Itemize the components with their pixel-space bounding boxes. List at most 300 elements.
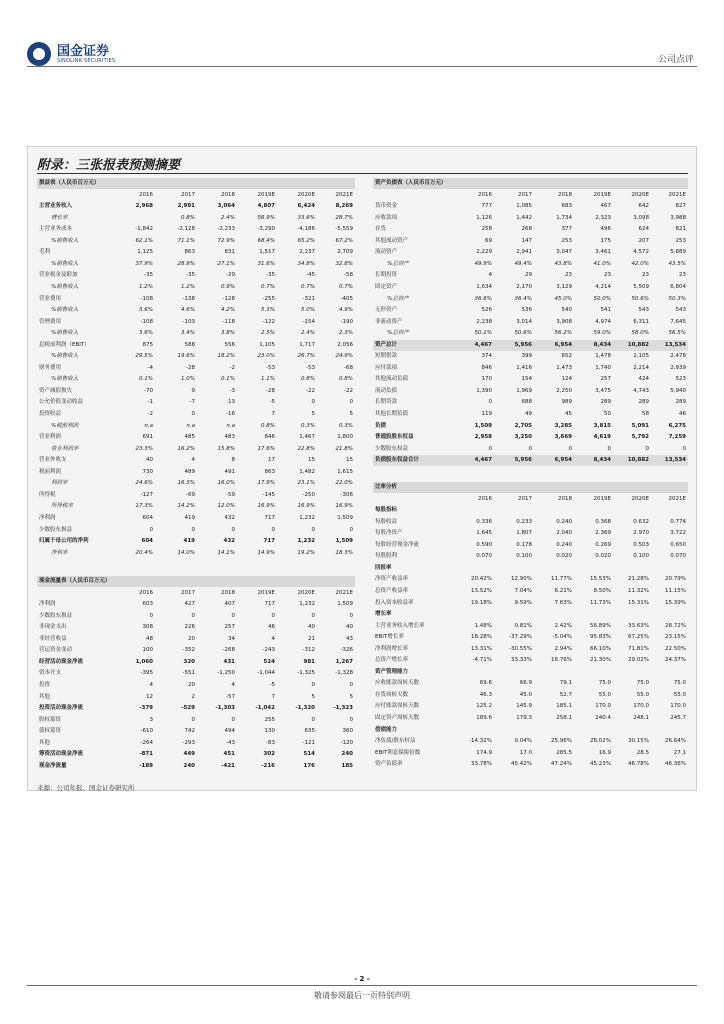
cell-value: 16.9% — [297, 503, 315, 510]
cell-value: 374 — [481, 353, 492, 360]
cell-value: 2.3% — [339, 330, 353, 337]
cell-value: 55.0 — [673, 691, 686, 698]
cell-value: 8,269 — [335, 203, 353, 210]
cell-value: 688 — [521, 399, 532, 406]
cell-value: 33.33% — [511, 657, 532, 664]
cell-value: 981 — [303, 658, 315, 665]
cell-value: 320 — [183, 658, 195, 665]
cell-value: 0.7% — [301, 283, 315, 290]
cell-value: 302 — [263, 751, 275, 758]
cell-value: 147 — [521, 237, 532, 244]
cell-value: 494 — [224, 728, 235, 735]
cell-value: 2,214 — [633, 364, 649, 371]
table-row — [373, 667, 688, 678]
table-row — [373, 455, 688, 466]
table-row — [37, 680, 355, 691]
cell-value: 23 — [565, 272, 572, 279]
cell-value: 11.32% — [628, 587, 649, 594]
cell-value: 0 — [645, 445, 649, 452]
cell-value: 3.4% — [181, 330, 195, 337]
cell-value: 14.1% — [217, 549, 235, 556]
table-row — [373, 621, 688, 632]
cell-value: -53 — [266, 364, 275, 371]
cell-value: 5 — [349, 693, 353, 700]
cell-value: 543 — [638, 307, 649, 314]
cell-value: 1,467 — [299, 434, 315, 441]
cell-value: 33.63% — [628, 622, 649, 629]
row-label: 其他 — [39, 693, 51, 700]
cell-value: 20 — [188, 681, 195, 688]
cell-value: 3,250 — [514, 434, 532, 441]
cell-value: 624 — [638, 226, 649, 233]
table-row — [37, 715, 355, 726]
cell-value: 50.6% — [631, 295, 649, 302]
cell-value: 1,105 — [259, 341, 275, 348]
cell-value: 3,461 — [595, 249, 611, 256]
cell-value: 3,047 — [556, 249, 572, 256]
table-row — [373, 236, 688, 247]
table-header — [37, 576, 355, 587]
cell-value: 1,416 — [516, 364, 532, 371]
cell-value: -1,325 — [297, 670, 315, 677]
footer-divider — [27, 985, 697, 986]
row-label: 资产负债率 — [375, 761, 403, 768]
cell-value: 0 — [349, 526, 353, 533]
year-label: 2020E — [631, 495, 649, 502]
row-label: 货币资金 — [375, 203, 398, 210]
cell-value: 207 — [638, 237, 649, 244]
cell-value: 0 — [311, 399, 315, 406]
cell-value: -2,128 — [177, 226, 195, 233]
cell-value: 3.6% — [139, 330, 153, 337]
cell-value: 691 — [142, 434, 153, 441]
cell-value: 1.645 — [476, 530, 492, 537]
row-label: 应付账款周转天数 — [375, 703, 420, 710]
cell-value: 1,482 — [299, 468, 315, 475]
cell-value: 21 — [308, 635, 315, 642]
cell-value: 59.0% — [593, 330, 611, 337]
row-label: 净利润 — [39, 601, 56, 608]
cell-value: 0.336 — [476, 518, 492, 525]
cell-value: 55.0 — [636, 691, 649, 698]
cell-value: 170.0 — [670, 703, 686, 710]
cell-value: -871 — [139, 751, 153, 758]
cell-value: 2,238 — [476, 318, 492, 325]
cell-value: 7.63% — [554, 599, 572, 606]
cell-value: 1,800 — [337, 434, 353, 441]
cell-value: 0 — [311, 681, 315, 688]
table-row — [37, 738, 355, 749]
cell-value: 3,129 — [556, 283, 572, 290]
cell-value: 0 — [149, 526, 153, 533]
cell-value: 5 — [311, 411, 315, 417]
cell-value: 50 — [604, 411, 611, 417]
table-row — [373, 574, 688, 585]
cell-value: 179.3 — [516, 715, 532, 721]
row-label: 公允价值变动收益 — [39, 399, 84, 406]
cell-value: 4.9% — [339, 307, 353, 314]
cell-value: 4 — [271, 635, 275, 642]
row-label: 偿债能力 — [375, 726, 398, 733]
cell-value: 5 — [311, 693, 315, 700]
cell-value: 3.8% — [221, 330, 235, 337]
cell-value: 23 — [679, 272, 686, 279]
cell-value: 1.807 — [516, 530, 532, 537]
table-row — [373, 609, 688, 620]
cell-value: 635 — [304, 728, 315, 735]
cell-value: 23.15% — [665, 634, 686, 641]
cell-value: 24.37% — [665, 657, 686, 664]
year-label: 2020E — [297, 191, 315, 198]
cell-value: 8,434 — [593, 341, 611, 348]
cell-value: 5.0% — [301, 307, 315, 314]
cell-value: -16 — [226, 411, 235, 417]
cell-value: -5 — [269, 681, 275, 688]
table-row — [37, 328, 355, 339]
cell-value: 47.24% — [551, 761, 572, 768]
cell-value: 485 — [184, 434, 195, 441]
cell-value: 2,478 — [670, 353, 686, 360]
table-row — [373, 505, 688, 516]
cell-value: 2,941 — [516, 249, 532, 256]
cell-value: 9 — [191, 387, 195, 394]
cell-value: 16.9% — [257, 503, 275, 510]
cell-value: -69 — [186, 491, 195, 498]
cell-value: 36.6% — [474, 295, 492, 302]
cell-value: 8 — [231, 457, 235, 464]
cell-value: 2.42% — [554, 622, 572, 629]
cell-value: 14.9% — [257, 549, 275, 556]
cell-value: 2,237 — [299, 249, 315, 256]
row-label: 主营业务成本 — [39, 226, 73, 233]
cell-value: -2,233 — [217, 226, 235, 233]
cell-value: 846 — [264, 434, 275, 441]
cell-value: 467 — [600, 203, 611, 210]
cell-value: 2,229 — [476, 249, 492, 256]
cell-value: 30.15% — [628, 738, 649, 745]
cell-value: 20.42% — [471, 576, 492, 583]
table-row — [37, 351, 355, 362]
row-label: 营业费用 — [39, 295, 62, 302]
cell-value: 863 — [264, 468, 275, 475]
cell-value: 0.3% — [339, 422, 353, 429]
cell-value: -138 — [182, 295, 195, 302]
row-label: 净负债/股东权益 — [375, 738, 416, 745]
cell-value: 46 — [679, 411, 686, 417]
cell-value: 0 — [349, 612, 353, 619]
cell-value: 0.7% — [261, 283, 275, 290]
cell-value: -216 — [261, 762, 275, 769]
cell-value: 50.3% — [668, 295, 686, 302]
table-row — [37, 432, 355, 443]
cell-value: 3,014 — [516, 318, 532, 325]
table-row — [37, 282, 355, 293]
cell-value: -37.29% — [509, 634, 532, 641]
cell-value: 174.9 — [476, 749, 492, 756]
cell-value: 11.77% — [551, 576, 572, 583]
row-label: 非流动资产 — [375, 318, 403, 325]
cell-value: 130 — [264, 728, 275, 735]
cell-value: -4.71% — [472, 657, 492, 664]
cell-value: 13.31% — [471, 645, 492, 652]
cell-value: 49 — [525, 411, 532, 417]
cell-value: 5.3% — [261, 307, 275, 314]
cell-value: 75.0 — [598, 680, 611, 687]
table-row — [373, 713, 688, 724]
cell-value: 240.4 — [595, 715, 611, 721]
table-row — [373, 363, 688, 374]
cell-value: 3,064 — [217, 203, 235, 210]
table-row — [373, 759, 688, 770]
cell-value: 3,285 — [554, 422, 572, 429]
cell-value: 29 — [525, 272, 532, 279]
row-label: 其他 — [39, 739, 51, 746]
year-label: 2018 — [558, 191, 572, 198]
cell-value: 0 — [231, 526, 235, 533]
cell-value: 540 — [561, 307, 572, 314]
cell-value: 3,815 — [593, 422, 611, 429]
table-row — [37, 294, 355, 305]
cell-value: 1,126 — [476, 214, 492, 221]
table-row — [37, 525, 355, 536]
cell-value: 1,473 — [556, 364, 572, 371]
cell-value: -4,186 — [297, 226, 315, 233]
cell-value: 7,645 — [670, 318, 686, 325]
year-header-row — [373, 190, 688, 201]
cell-value: -379 — [139, 705, 153, 712]
cell-value: 7 — [271, 411, 275, 417]
table-row — [37, 513, 355, 524]
cell-value: 20 — [188, 635, 195, 642]
cell-value: 257 — [224, 624, 235, 631]
cell-value: -68 — [344, 364, 353, 371]
cell-value: 360 — [342, 728, 353, 735]
cell-value: 2,250 — [556, 387, 572, 394]
cell-value: 33.6% — [297, 214, 315, 221]
cell-value: -610 — [140, 728, 153, 735]
table-row — [37, 761, 355, 772]
cell-value: -145 — [262, 491, 275, 498]
cell-value: 11.15% — [665, 587, 686, 594]
cell-value: 536 — [521, 307, 532, 314]
cell-value: 5,956 — [514, 457, 532, 464]
cell-value: 26.64% — [665, 738, 686, 745]
row-label: 所得税率 — [51, 503, 74, 510]
cell-value: 6,954 — [554, 457, 572, 464]
cell-value: 3,908 — [556, 318, 572, 325]
year-label: 2016 — [139, 589, 153, 596]
cell-value: -250 — [302, 491, 315, 498]
cell-value: -22 — [306, 387, 315, 394]
cell-value: -268 — [222, 647, 235, 654]
row-label: 资本开支 — [39, 670, 62, 677]
cell-value: 48 — [146, 635, 153, 642]
cell-value: 3,988 — [670, 214, 686, 221]
cell-value: 258.1 — [556, 715, 572, 721]
cell-value: 28.5 — [636, 749, 649, 756]
row-label: 少数股东损益 — [39, 526, 73, 533]
row-label: 负债股东权益合计 — [375, 457, 420, 464]
row-label: 营业利润 — [39, 434, 62, 441]
cell-value: 17.9% — [257, 480, 275, 487]
cell-value: 683 — [561, 203, 572, 210]
cell-value: 6,954 — [554, 341, 572, 348]
cell-value: 1,232 — [299, 514, 315, 521]
cell-value: 541 — [600, 307, 611, 314]
row-label: 管理费用 — [39, 318, 62, 325]
row-label: 总资产增长率 — [375, 657, 409, 664]
cell-value: 846 — [481, 364, 492, 371]
cell-value: 4,572 — [633, 249, 649, 256]
cell-value: 248.1 — [633, 715, 649, 721]
cell-value: 0 — [682, 445, 686, 452]
cell-value: -3,290 — [257, 226, 275, 233]
table-row — [373, 644, 688, 655]
cell-value: 5,889 — [670, 249, 686, 256]
year-header-row — [37, 588, 355, 599]
row-label: 负债 — [375, 422, 387, 429]
table-row — [37, 622, 355, 633]
cell-value: 8.50% — [593, 587, 611, 594]
row-label: %总资产 — [387, 260, 409, 267]
cell-value: 245.7 — [670, 715, 686, 721]
row-label: 固定资产周转天数 — [375, 715, 420, 721]
cell-value: 16.2% — [177, 445, 195, 452]
cell-value: 1,509 — [335, 538, 353, 545]
cell-value: 863 — [184, 249, 195, 256]
cell-value: -1,328 — [335, 670, 353, 677]
cell-value: 0 — [311, 526, 315, 533]
cell-value: -28 — [186, 364, 195, 371]
cell-value: 253 — [675, 237, 686, 244]
row-label: 资产减值损失 — [39, 387, 73, 394]
year-label: 2019E — [593, 191, 611, 198]
cell-value: 4 — [488, 272, 492, 279]
cell-value: 2,709 — [337, 249, 353, 256]
cell-value: 4,807 — [257, 203, 275, 210]
cell-value: 15.31% — [628, 599, 649, 606]
cell-value: -5.04% — [552, 634, 572, 641]
year-label: 2020E — [631, 191, 649, 198]
table-row — [373, 340, 688, 351]
cell-value: 7 — [271, 693, 275, 700]
row-label: 流动负债 — [375, 387, 398, 394]
cell-value: 0 — [191, 716, 195, 723]
cell-value: 6,424 — [297, 203, 315, 210]
cell-value: n.a — [186, 422, 195, 429]
row-label: 少数股东权益 — [375, 445, 409, 452]
year-label: 2016 — [478, 191, 492, 198]
cell-value: 4,467 — [474, 341, 492, 348]
cell-value: 72.9% — [217, 237, 235, 244]
cell-value: 3.722 — [670, 530, 686, 537]
table-row — [37, 478, 355, 489]
cell-value: 5,940 — [670, 387, 686, 394]
table-row — [37, 455, 355, 466]
cell-value: 0.8% — [339, 376, 353, 383]
row-label: 息税前利润（EBIT） — [39, 341, 90, 348]
cell-value: 0 — [488, 399, 492, 406]
row-label: 现金净流量 — [39, 762, 67, 769]
cell-value: 5,091 — [631, 422, 649, 429]
cell-value: 45.0 — [519, 691, 532, 698]
cell-value: -14.32% — [469, 738, 492, 745]
cell-value: 432 — [223, 538, 235, 545]
cell-value: 19.2% — [297, 549, 315, 556]
cell-value: 6,275 — [668, 422, 686, 429]
table-row — [373, 317, 688, 328]
cell-value: 10,882 — [627, 457, 649, 464]
cell-value: 2,939 — [670, 364, 686, 371]
cell-value: 0.8% — [301, 376, 315, 383]
row-label: 增长率 — [375, 611, 392, 618]
cell-value: 2,958 — [474, 434, 492, 441]
cell-value: 1,634 — [476, 283, 492, 290]
cell-value: -405 — [340, 295, 353, 302]
cell-value: 2,170 — [516, 283, 532, 290]
title-divider — [37, 173, 688, 174]
cell-value: 45.42% — [511, 761, 532, 768]
cell-value: 226 — [184, 624, 195, 631]
table-row — [37, 749, 355, 760]
row-label: 长期贷款 — [375, 399, 398, 406]
table-row — [37, 236, 355, 247]
cell-value: -120 — [340, 739, 353, 746]
cell-value: 37.9% — [135, 260, 153, 267]
table-row — [373, 551, 688, 562]
row-label: 每股股利 — [375, 553, 398, 560]
cell-value: 1,509 — [337, 514, 353, 521]
cell-value: 1,478 — [595, 353, 611, 360]
cell-value: 71.81% — [628, 645, 649, 652]
cell-value: -35 — [144, 272, 153, 279]
cell-value: 6,804 — [670, 283, 686, 290]
row-label: 存货 — [375, 226, 387, 233]
cell-value: -118 — [222, 318, 235, 325]
row-label: 每股净资产 — [375, 530, 403, 537]
cell-value: 0.774 — [670, 518, 686, 525]
cell-value: 21.28% — [628, 576, 649, 583]
year-label: 2018 — [221, 191, 235, 198]
row-label: %销售收入 — [51, 260, 79, 267]
cell-value: 0.650 — [670, 541, 686, 548]
cell-value: 23.1% — [297, 480, 315, 487]
year-label: 2018 — [558, 495, 572, 502]
cell-value: 0.240 — [556, 518, 572, 525]
table-row — [373, 678, 688, 689]
table-row — [373, 540, 688, 551]
table-row — [373, 586, 688, 597]
cell-value: 170.0 — [633, 703, 649, 710]
cell-value: 12 — [146, 693, 153, 700]
table-row — [37, 692, 355, 703]
cell-value: 0.240 — [556, 541, 572, 548]
cell-value: 75.0 — [636, 680, 649, 687]
cell-value: 31.6% — [257, 260, 275, 267]
year-label: 2016 — [478, 495, 492, 502]
cell-value: 18.3% — [335, 549, 353, 556]
table-row — [373, 432, 688, 443]
cell-value: -1 — [147, 399, 153, 406]
year-label: 2021E — [668, 191, 686, 198]
cell-value: 58.0% — [631, 330, 649, 337]
cell-value: 524 — [263, 658, 275, 665]
cell-value: -189 — [139, 762, 153, 769]
cell-value: 0.04% — [514, 738, 532, 745]
cell-value: 5,956 — [514, 341, 532, 348]
cell-value: -264 — [140, 739, 153, 746]
cell-value: -5 — [269, 399, 275, 406]
